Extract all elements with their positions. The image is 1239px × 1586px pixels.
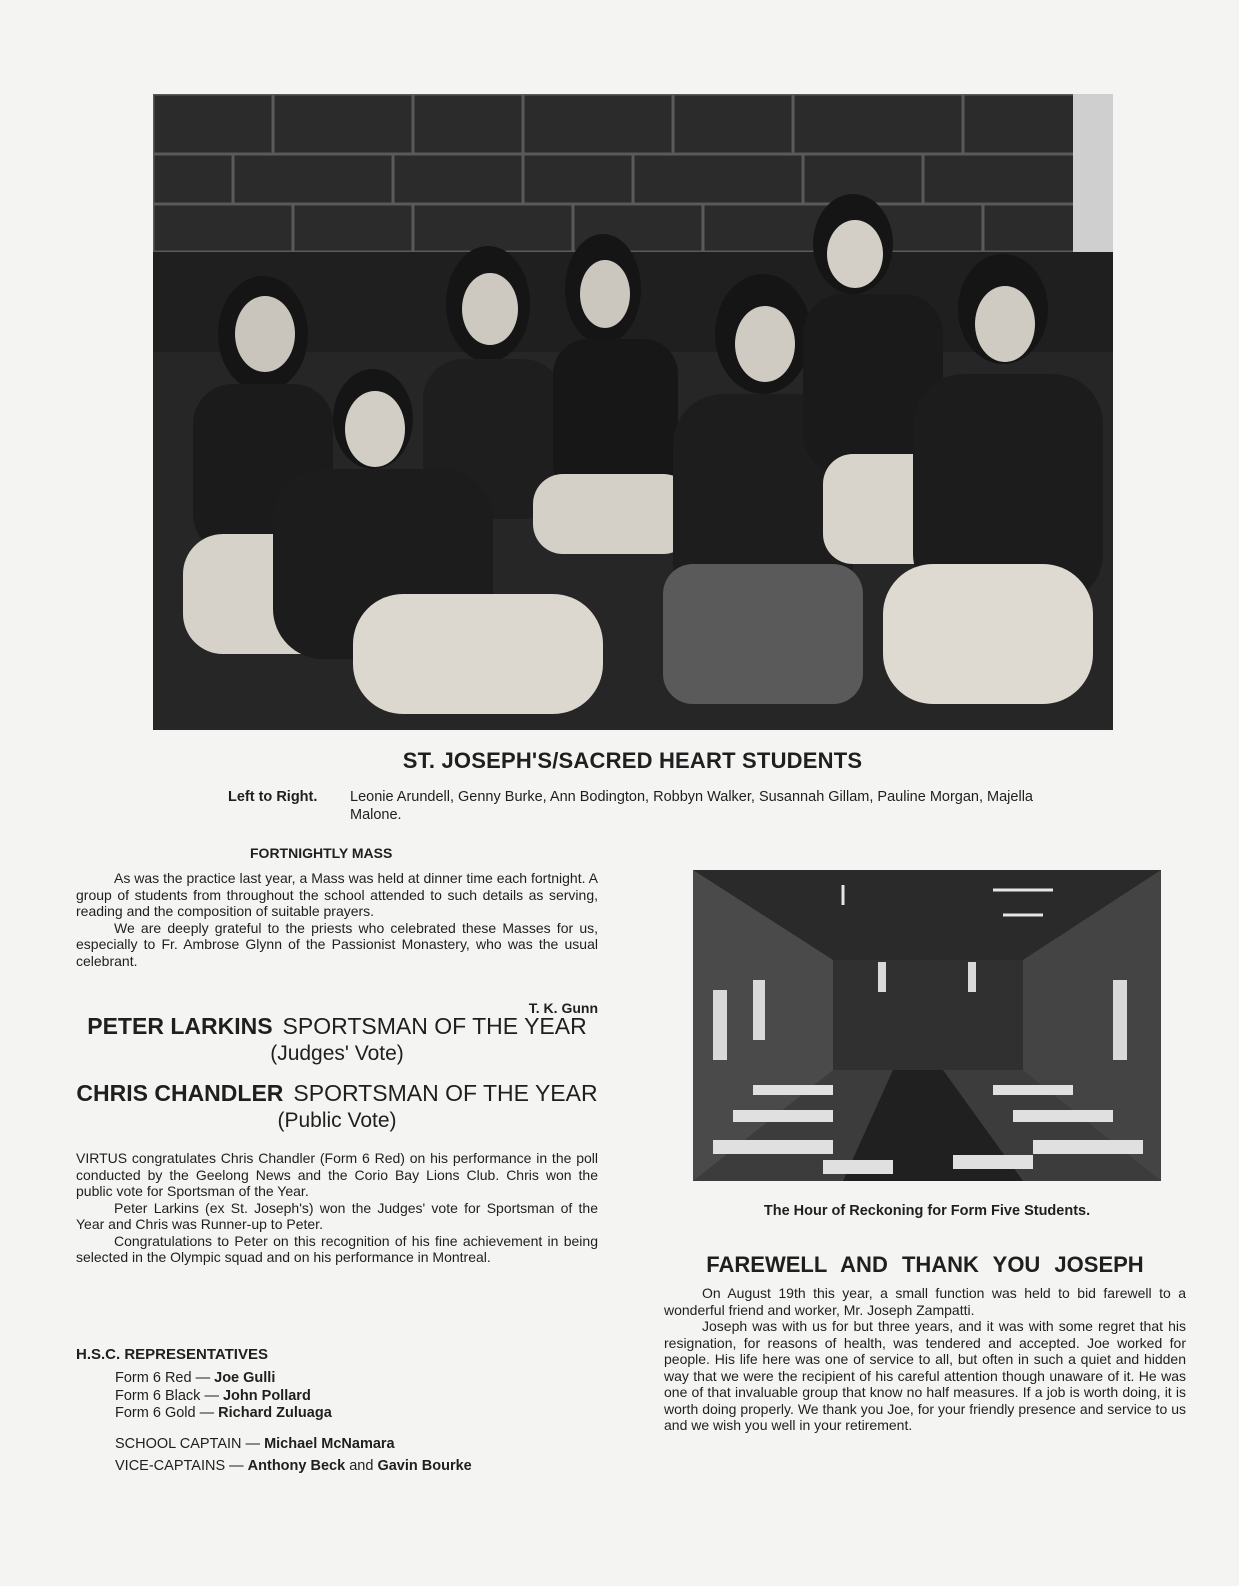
rep-dash: — bbox=[195, 1370, 211, 1386]
farewell-heading: FAREWELL AND THANK YOU JOSEPH bbox=[706, 1252, 1144, 1277]
vice-name: Gavin Bourke bbox=[377, 1458, 472, 1474]
hsc-rep-row bbox=[115, 1370, 332, 1388]
award-name: CHRIS CHANDLER bbox=[76, 1080, 284, 1106]
names-label: Left to Right. bbox=[228, 789, 318, 805]
farewell-body bbox=[664, 1285, 1186, 1434]
rep-dash: — bbox=[204, 1387, 219, 1404]
rep-name: Richard Zuluaga bbox=[218, 1405, 332, 1421]
farewell-paragraph: Joseph was with us for but three years, and it was with some regret that his resignation, for reasons of health, was tendered and accepted. Joe worked for people. His life here was one of service to all, but often in such a quiet and hidden way that we were the recipient of his careful attention though unaware of it. He was one of that invaluable group that know no half measures. If a job is worth doing, it is worth doing properly. We thank you Joe, for your friendly presence and service to us and we wish you well in your retirement. bbox=[664, 1318, 1186, 1433]
hsc-heading: H.S.C. REPRESENTATIVES bbox=[76, 1346, 268, 1363]
vice-captains bbox=[115, 1458, 472, 1476]
exam-photo-caption: The Hour of Reckoning for Form Five Students. bbox=[763, 1203, 1091, 1219]
award-peter-larkins bbox=[76, 1013, 598, 1067]
exam-photo bbox=[693, 870, 1161, 1181]
fortnightly-mass-paragraph: As was the practice last year, a Mass was held at dinner time each fortnight. A group of students from throughout the school attended to such details as serving, reading and the composition of suitable prayers. bbox=[76, 870, 598, 919]
hsc-rep-row bbox=[115, 1388, 332, 1406]
fortnightly-mass-heading: FORTNIGHTLY MASS bbox=[250, 845, 393, 861]
award-title: SPORTSMAN OF THE YEAR bbox=[282, 1013, 587, 1039]
rep-dash: — bbox=[199, 1405, 215, 1421]
virtus-body bbox=[76, 1150, 598, 1266]
fortnightly-mass-paragraph: We are deeply grateful to the priests who celebrated these Masses for us, especially to Fr. Ambrose Glynn of the Passionist Monastery, who was the usual celebrant. bbox=[76, 919, 598, 969]
hsc-reps bbox=[115, 1370, 332, 1423]
group-photo bbox=[153, 94, 1113, 730]
vice-name: Anthony Beck bbox=[247, 1458, 346, 1474]
virtus-paragraph: VIRTUS congratulates Chris Chandler (Form 6 Red) on his performance in the poll conducted by the Geelong News and the Corio Bay Lions Club. Chris won the public vote for Sportsman of the Year. bbox=[76, 1150, 598, 1199]
vice-label: VICE-CAPTAINS bbox=[115, 1458, 226, 1474]
group-photo-names bbox=[228, 788, 1048, 824]
captain-label: SCHOOL CAPTAIN bbox=[115, 1436, 242, 1452]
vice-and: and bbox=[349, 1458, 374, 1474]
farewell-paragraph: On August 19th this year, a small function was held to bid farewell to a wonderful friend and worker, Mr. Joseph Zampatti. bbox=[664, 1285, 1186, 1318]
virtus-paragraph: Congratulations to Peter on this recognition of his fine achievement in being selected in the Olympic squad and on his performance in Montreal. bbox=[76, 1232, 598, 1265]
fortnightly-mass-signature: T. K. Gunn bbox=[528, 1000, 598, 1016]
award-subtitle: (Public Vote) bbox=[277, 1109, 397, 1132]
group-photo-illustration bbox=[153, 94, 1113, 730]
award-name: PETER LARKINS bbox=[87, 1013, 273, 1039]
fortnightly-mass-body bbox=[76, 870, 598, 969]
rep-name: Joe Gulli bbox=[214, 1370, 276, 1386]
captain-dash: — bbox=[245, 1436, 261, 1452]
rep-name: John Pollard bbox=[222, 1387, 311, 1404]
award-title: SPORTSMAN OF THE YEAR bbox=[293, 1080, 598, 1106]
rep-form: Form 6 Black bbox=[115, 1387, 201, 1404]
hsc-rep-row bbox=[115, 1405, 332, 1423]
group-photo-caption: ST. JOSEPH'S/SACRED HEART STUDENTS bbox=[402, 748, 863, 773]
names-list: Leonie Arundell, Genny Burke, Ann Bodington, Robbyn Walker, Susannah Gillam, Pauline Morgan, Majella Malone. bbox=[350, 789, 1033, 823]
virtus-paragraph: Peter Larkins (ex St. Joseph's) won the Judges' vote for Sportsman of the Year and Chris was Runner-up to Peter. bbox=[76, 1199, 598, 1232]
school-captain bbox=[115, 1436, 395, 1454]
vice-dash: — bbox=[229, 1458, 244, 1474]
award-subtitle: (Judges' Vote) bbox=[270, 1042, 404, 1065]
rep-form: Form 6 Red bbox=[115, 1370, 192, 1386]
exam-photo-illustration bbox=[693, 870, 1161, 1181]
rep-form: Form 6 Gold bbox=[115, 1405, 196, 1421]
captain-name: Michael McNamara bbox=[264, 1436, 395, 1452]
award-chris-chandler bbox=[76, 1080, 598, 1134]
